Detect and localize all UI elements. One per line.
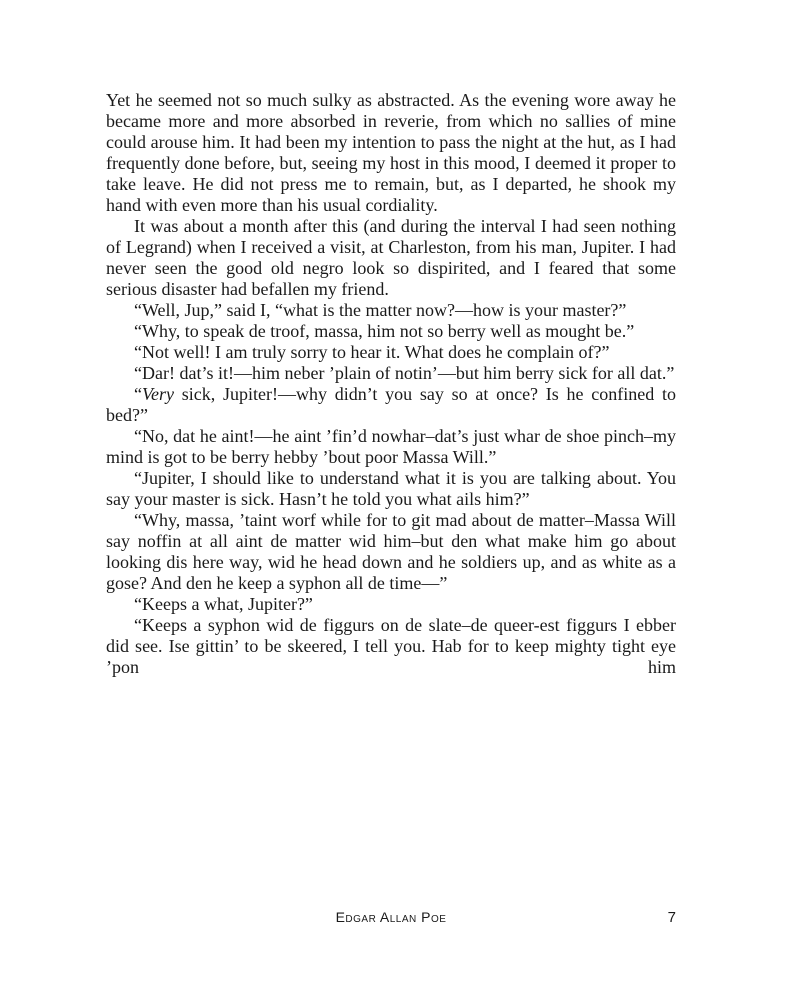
italic-word: Very bbox=[142, 384, 174, 404]
paragraph-3: “Well, Jup,” said I, “what is the matter now?—how is your master?” bbox=[134, 300, 627, 320]
paragraph-9: “Jupiter, I should like to understand what it is you are talking about. You say your master is sick. Hasn’t he told you what ails him?” bbox=[106, 468, 676, 509]
paragraph-7 bbox=[106, 384, 676, 426]
paragraph-6: “Dar! dat’s it!—him neber ’plain of notin’—but him berry sick for all dat.” bbox=[134, 363, 675, 383]
paragraph-1: Yet he seemed not so much sulky as abstracted. As the evening wore away he became more and more absorbed in reverie, from which no sallies of mine could arouse him. It had been my intention to pass the night at the hut, as I had frequently done before, but, seeing my host in this mood, I deemed it proper to take leave. He did not press me to remain, but, as I departed, he shook my hand with even more than his usual cordiality. bbox=[106, 90, 676, 215]
footer-author: Edgar Allan Poe bbox=[335, 909, 447, 925]
paragraph-7-text: sick, Jupiter!—why didn’t you say so at once? Is he confined to bed?” bbox=[106, 384, 676, 425]
paragraph-10: “Why, massa, ’taint worf while for to git mad about de matter–Massa Will say noffin at all aint de matter wid him–but den what make him go about looking dis here way, wid he head down and he soldiers up, and as white as a gose? And den he keep a syphon all de time—” bbox=[106, 510, 676, 593]
paragraph-12: “Keeps a syphon wid de figgurs on de slate–de queer-est figgurs I ebber did see. Ise gittin’ to be skeered, I tell you. Hab for to keep mighty tight eye ’pon him bbox=[106, 615, 676, 677]
page-footer bbox=[106, 909, 676, 931]
page-body bbox=[106, 90, 676, 678]
paragraph-2: It was about a month after this (and during the interval I had seen nothing of Legrand) when I received a visit, at Charleston, from his man, Jupiter. I had never seen the good old negro look so dispirited, and I feared that some serious disaster had befallen my friend. bbox=[106, 216, 676, 299]
open-quote: “ bbox=[134, 384, 142, 404]
paragraph-8: “No, dat he aint!—he aint ’fin’d nowhar–dat’s just whar de shoe pinch–my mind is got to be berry hebby ’bout poor Massa Will.” bbox=[106, 426, 676, 467]
paragraph-4: “Why, to speak de troof, massa, him not so berry well as mought be.” bbox=[134, 321, 635, 341]
paragraph-5: “Not well! I am truly sorry to hear it. What does he complain of?” bbox=[134, 342, 610, 362]
paragraph-11: “Keeps a what, Jupiter?” bbox=[134, 594, 313, 614]
page-number: 7 bbox=[667, 909, 676, 926]
